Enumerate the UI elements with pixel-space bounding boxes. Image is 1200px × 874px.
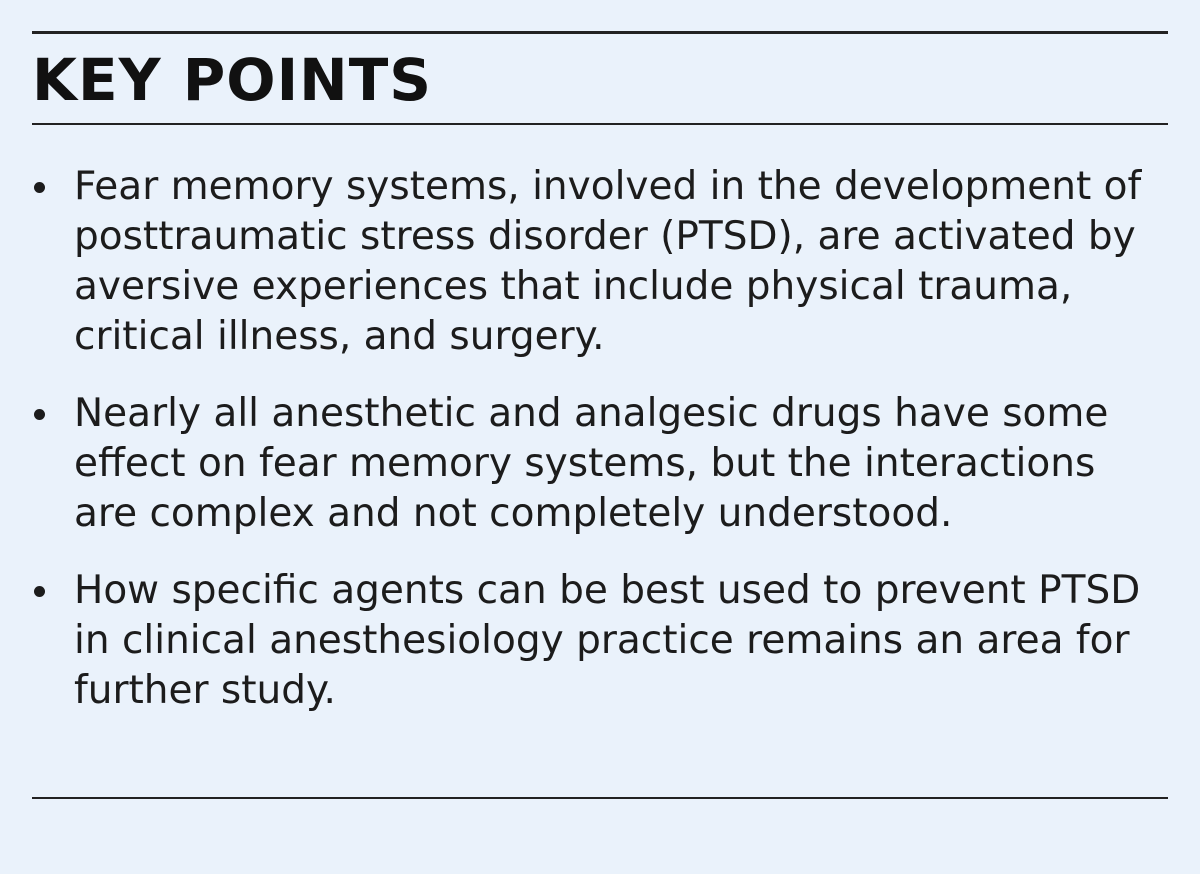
heading-rule xyxy=(32,123,1168,125)
top-rule xyxy=(32,31,1168,34)
key-point-text: How specific agents can be best used to prevent PTSD in clinical anesthesiology practice remains an area for further study. xyxy=(74,568,1141,713)
key-points-list xyxy=(32,162,1168,743)
key-points-heading: KEY POINTS xyxy=(32,46,433,114)
key-point-item xyxy=(32,566,1168,716)
bullet-icon xyxy=(34,586,45,597)
key-point-item xyxy=(32,162,1168,362)
key-point-item xyxy=(32,389,1168,539)
key-point-text: Nearly all anesthetic and analgesic drugs have some effect on fear memory systems, but the interactions are complex and not completely understood. xyxy=(74,391,1109,536)
bottom-rule xyxy=(32,797,1168,799)
bullet-icon xyxy=(34,409,45,420)
key-point-text: Fear memory systems, involved in the development of posttraumatic stress disorder (PTSD), are activated by aversive experiences that include physical trauma, critical illness, and surgery. xyxy=(74,164,1142,359)
bullet-icon xyxy=(34,182,45,193)
